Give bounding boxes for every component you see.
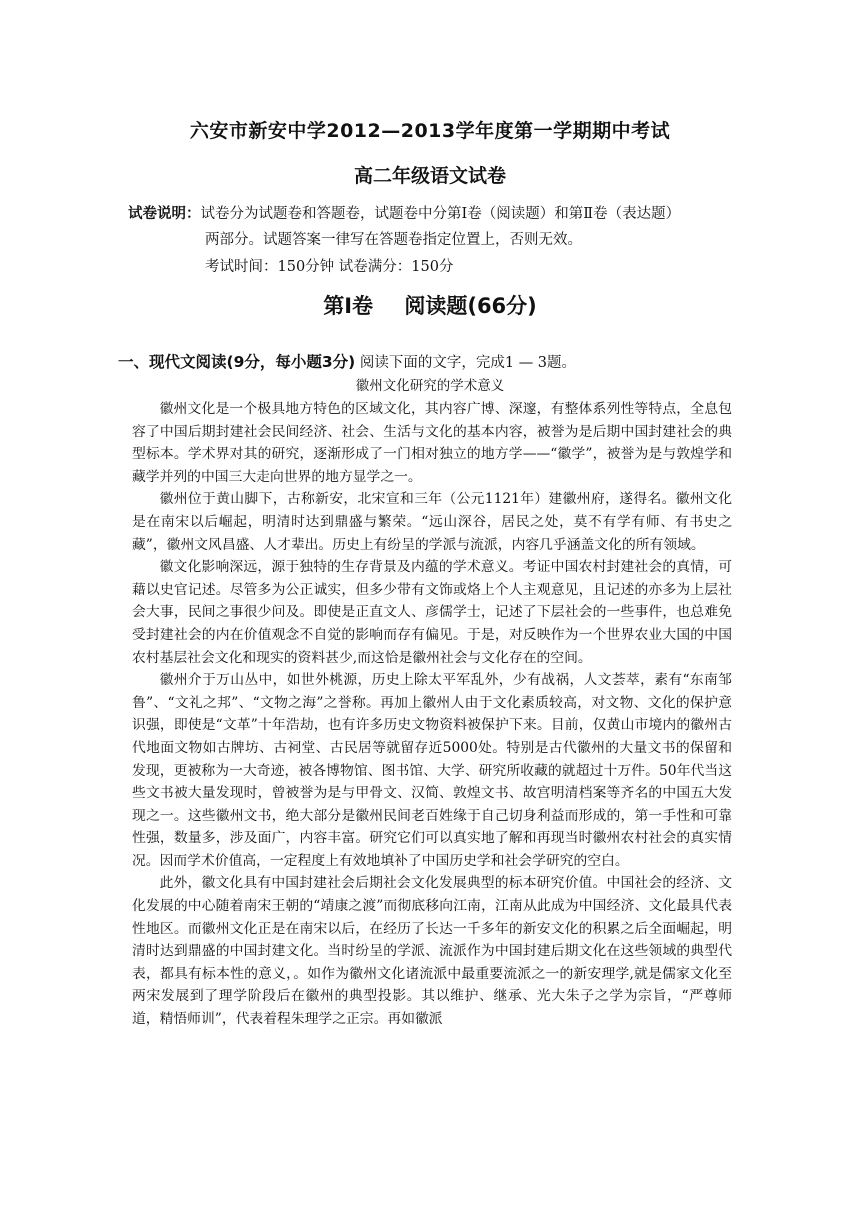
question-heading-label: 一、现代文阅读(9分，每小题3分) [118,353,356,371]
section-title: 第Ⅰ卷 阅读题(66分) [323,294,537,318]
article-paragraph: 徽文化影响深远，源于独特的生存背景及内蕴的学术意义。考证中国农村封建社会的真情，可藉以史官记述。尽管多为公正诚实，但多少带有文饰或烙上个人主观意见，且记述的亦多为上层社会大事，民间之事很少问及。即使是正直文人、彦儒学士，记述了下层社会的一些事件，也总难免受封建社会的内在价值观念不自觉的影响而存有偏见。于是，对反映作为一个世界农业大国的中国农村基层社会文化和现实的资料甚少,而这恰是徽州社会与文化存在的空间。 [132,559,732,666]
exam-title: 六安市新安中学2012—2013学年度第一学期期中考试 [189,120,671,142]
exam-notes-line3: 考试时间：150分钟 试卷满分：150分 [205,259,454,275]
article-paragraph: 徽州位于黄山脚下，古称新安，北宋宣和三年（公元1121年）建徽州府，遂得名。徽州文化是在南宋以后崛起，明清时达到鼎盛与繁荣。“远山深谷，居民之处，莫不有学有师、有书史之藏”，徽州文风昌盛、人才辈出。历史上有纷呈的学派与流派，内容几乎涵盖文化的所有领域。 [132,491,732,553]
article-body [132,398,732,1031]
article-title: 徽州文化研究的学术意义 [355,378,505,394]
article-paragraph: 此外，徽文化具有中国封建社会后期社会文化发展典型的标本研究价值。中国社会的经济、文化发展的中心随着南宋王朝的“靖康之渡”而彻底移向江南，江南从此成为中国经济、文化最具代表性地区。而徽州文化正是在南宋以后，在经历了长达一千多年的新安文化的积累之后全面崛起，明清时达到鼎盛的中国封建文化。当时纷呈的学派、流派作为中国封建后期文化在这些领域的典型代表，都具有标本性的意义，。如作为徽州文化诸流派中最重要流派之一的新安理学,就是儒家文化至两宋发展到了理学阶段后在徽州的典型投影。其以维护、继承、光大朱子之学为宗旨，“严尊师道，精悟师训”，代表着程朱理学之正宗。再如徽派 [132,875,732,1028]
exam-subtitle: 高二年级语文试卷 [353,165,506,187]
article-paragraph: 徽州文化是一个极具地方特色的区域文化，其内容广博、深邃，有整体系列性等特点，全息包容了中国后期封建社会民间经济、社会、生活与文化的基本内容，被誉为是后期中国封建社会的典型标本。学术界对其的研究，逐渐形成了一门相对独立的地方学——“徽学”，被誉为是与敦煌学和藏学并列的中国三大走向世界的地方显学之一。 [132,401,732,485]
question-heading [118,350,576,372]
exam-notes-label: 试卷说明： [128,206,201,222]
question-instruction: 阅读下面的文字，完成1 — 3题。 [359,355,577,371]
article-paragraph: 徽州介于万山丛中，如世外桃源，历史上除太平军乱外，少有战祸，人文荟萃，素有“东南邹鲁”、“文礼之邦”、“文物之海”之誉称。再加上徽州人由于文化素质较高，对文物、文化的保护意识强，即使是“文革”十年浩劫，也有许多历史文物资料被保护下来。目前，仅黄山市境内的徽州古代地面文物如古牌坊、古祠堂、古民居等就留存近5000处。特别是古代徽州的大量文书的保留和发现，更被称为一大奇迹，被各博物馆、图书馆、大学、研究所收藏的就超过十万件。50年代当这些文书被大量发现时，曾被誉为是与甲骨文、汉简、敦煌文书、故宫明清档案等齐名的中国五大发现之一。这些徽州文书，绝大部分是徽州民间老百姓缘于自己切身利益而形成的，第一手性和可靠性强，数量多，涉及面广，内容丰富。研究它们可以真实地了解和再现当时徽州农村社会的真实情况。因而学术价值高，一定程度上有效地填补了中国历史学和社会学研究的空白。 [132,672,732,869]
exam-notes-line1 [128,202,680,223]
exam-notes-text1: 试卷分为试题卷和答题卷，试题卷中分第Ⅰ卷（阅读题）和第Ⅱ卷（表达题） [200,206,681,222]
exam-notes-line2: 两部分。试题答案一律写在答题卷指定位置上，否则无效。 [205,232,582,248]
